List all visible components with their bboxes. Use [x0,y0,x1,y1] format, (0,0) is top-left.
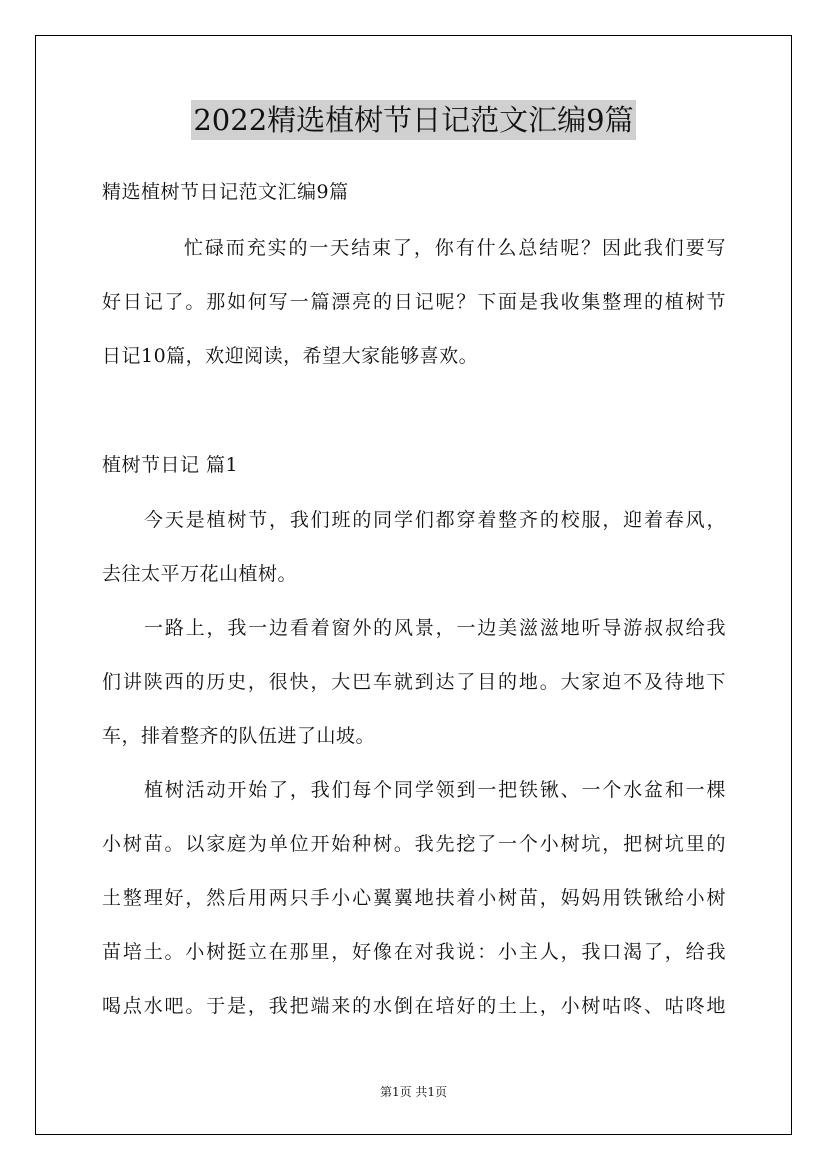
body-line-7: 小树苗。以家庭为单位开始种树。我先挖了一个小树坑，把树坑里的 [102,833,726,855]
body-line-9: 苗培土。小树挺立在那里，好像在对我说：小主人，我口渴了，给我 [102,941,726,963]
body-line-5: 车，排着整齐的队伍进了山坡。 [102,725,376,747]
document-subtitle: 精选植树节日记范文汇编9篇 [102,181,349,203]
body-line-8: 土整理好，然后用两只手小心翼翼地扶着小树苗，妈妈用铁锹给小树 [102,887,726,909]
body-line-6: 植树活动开始了，我们每个同学领到一把铁锹、一个水盆和一棵 [144,779,726,801]
document-title [0,100,827,140]
document-title-text: 2022精选植树节日记范文汇编9篇 [191,100,635,140]
intro-line-3: 日记10篇，欢迎阅读，希望大家能够喜欢。 [102,345,479,367]
body-line-1: 今天是植树节，我们班的同学们都穿着整齐的校服，迎着春风， [144,509,726,531]
body-line-4: 们讲陕西的历史，很快，大巴车就到达了目的地。大家迫不及待地下 [102,671,726,693]
intro-line-2: 好日记了。那如何写一篇漂亮的日记呢？下面是我收集整理的植树节 [102,291,726,313]
body-line-10: 喝点水吧。于是，我把端来的水倒在培好的土上，小树咕咚、咕咚地 [102,995,726,1017]
body-line-2: 去往太平万花山植树。 [102,563,298,585]
section-heading: 植树节日记 篇1 [102,454,239,476]
intro-line-1: 忙碌而充实的一天结束了，你有什么总结呢？因此我们要写 [184,237,726,259]
body-line-3: 一路上，我一边看着窗外的风景，一边美滋滋地听导游叔叔给我 [144,617,726,639]
page-footer: 第1页 共1页 [379,1085,448,1099]
